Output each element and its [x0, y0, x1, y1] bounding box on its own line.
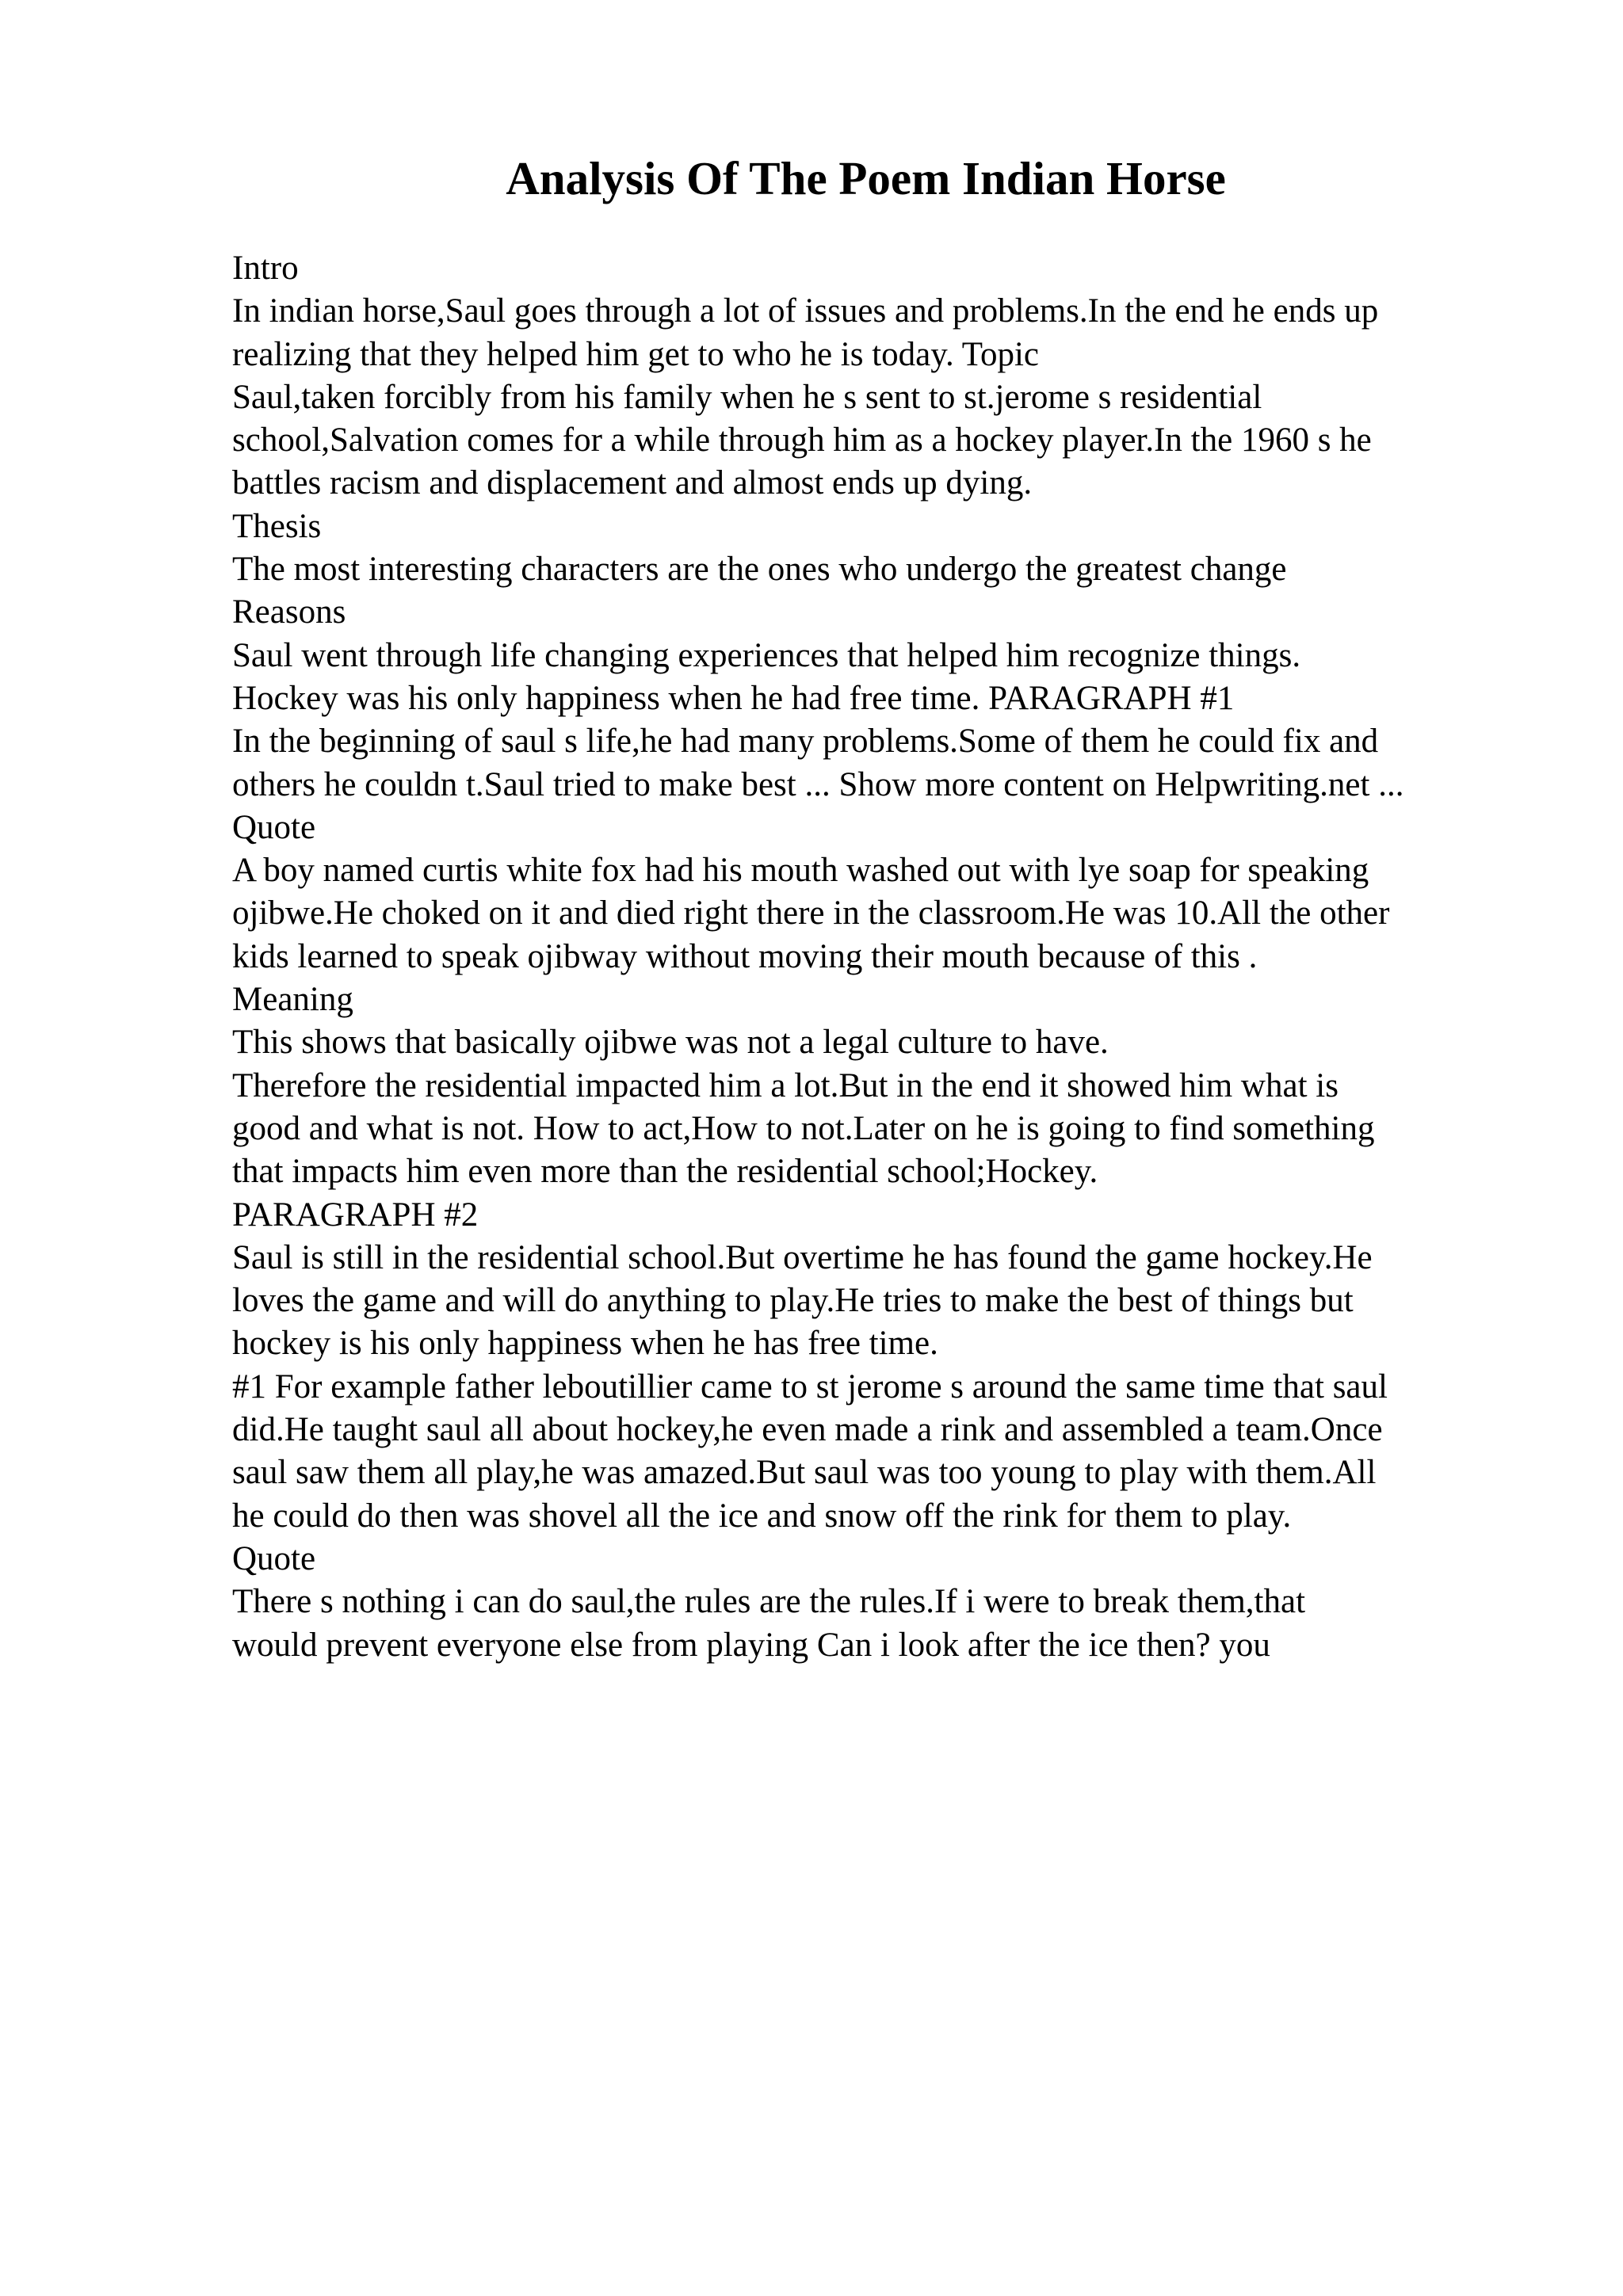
text-line: school,Salvation comes for a while through him as a hockey player.In the 1960 s he: [232, 421, 1372, 460]
text-line: saul saw them all play,he was amazed.But saul was too young to play with them.All: [232, 1454, 1377, 1492]
text-line: Hockey was his only happiness when he had free time. PARAGRAPH #1: [232, 679, 1235, 717]
text-line: PARAGRAPH #2: [232, 1196, 479, 1234]
text-line: did.He taught saul all about hockey,he even made a rink and assembled a team.Once: [232, 1411, 1383, 1449]
text-line: Saul,taken forcibly from his family when he s sent to st.jerome s residential: [232, 378, 1262, 416]
text-line: Reasons: [232, 593, 346, 631]
text-line: loves the game and will do anything to play.He tries to make the best of things but: [232, 1282, 1354, 1320]
text-line: Quote: [232, 1539, 316, 1577]
text-line: that impacts him even more than the residential school;Hockey.: [232, 1153, 1098, 1191]
text-line: Therefore the residential impacted him a lot.But in the end it showed him what is: [232, 1066, 1338, 1104]
text-line: The most interesting characters are the ones who undergo the greatest change: [232, 551, 1287, 589]
text-line: hockey is his only happiness when he has free time.: [232, 1325, 938, 1363]
text-line: Saul went through life changing experiences that helped him recognize things.: [232, 636, 1301, 674]
text-line: good and what is not. How to act,How to not.Later on he is going to find something: [232, 1109, 1375, 1147]
text-line: ojibwe.He choked on it and died right there in the classroom.He was 10.All the other: [232, 894, 1390, 933]
text-line: kids learned to speak ojibway without moving their mouth because of this .: [232, 937, 1258, 975]
text-line: would prevent everyone else from playing Can i look after the ice then? you: [232, 1626, 1270, 1664]
text-line: Thesis: [232, 507, 322, 545]
document-body: [232, 247, 1532, 1667]
text-line: Intro: [232, 250, 299, 287]
text-line: battles racism and displacement and almost ends up dying.: [232, 464, 1033, 502]
text-line: he could do then was shovel all the ice and snow off the rink for them to play.: [232, 1497, 1292, 1535]
text-line: In indian horse,Saul goes through a lot of issues and problems.In the end he ends up: [232, 292, 1379, 330]
text-line: realizing that they helped him get to who he is today. Topic: [232, 335, 1039, 373]
text-line: There s nothing i can do saul,the rules are the rules.If i were to break them,that: [232, 1583, 1306, 1621]
text-line: Meaning: [232, 981, 353, 1019]
text-line: #1 For example father leboutillier came to st jerome s around the same time that saul: [232, 1367, 1388, 1405]
text-line: A boy named curtis white fox had his mouth washed out with lye soap for speaking: [232, 852, 1369, 890]
text-line: In the beginning of saul s life,he had many problems.Some of them he could fix and: [232, 723, 1379, 761]
text-line: This shows that basically ojibwe was not a legal culture to have.: [232, 1024, 1109, 1062]
text-line: Quote: [232, 808, 316, 846]
text-line: Saul is still in the residential school.But overtime he has found the game hockey.He: [232, 1238, 1373, 1276]
text-line: others he couldn t.Saul tried to make best ... Show more content on Helpwriting.net ...: [232, 765, 1404, 803]
document-title: Analysis Of The Poem Indian Horse: [506, 152, 1226, 204]
